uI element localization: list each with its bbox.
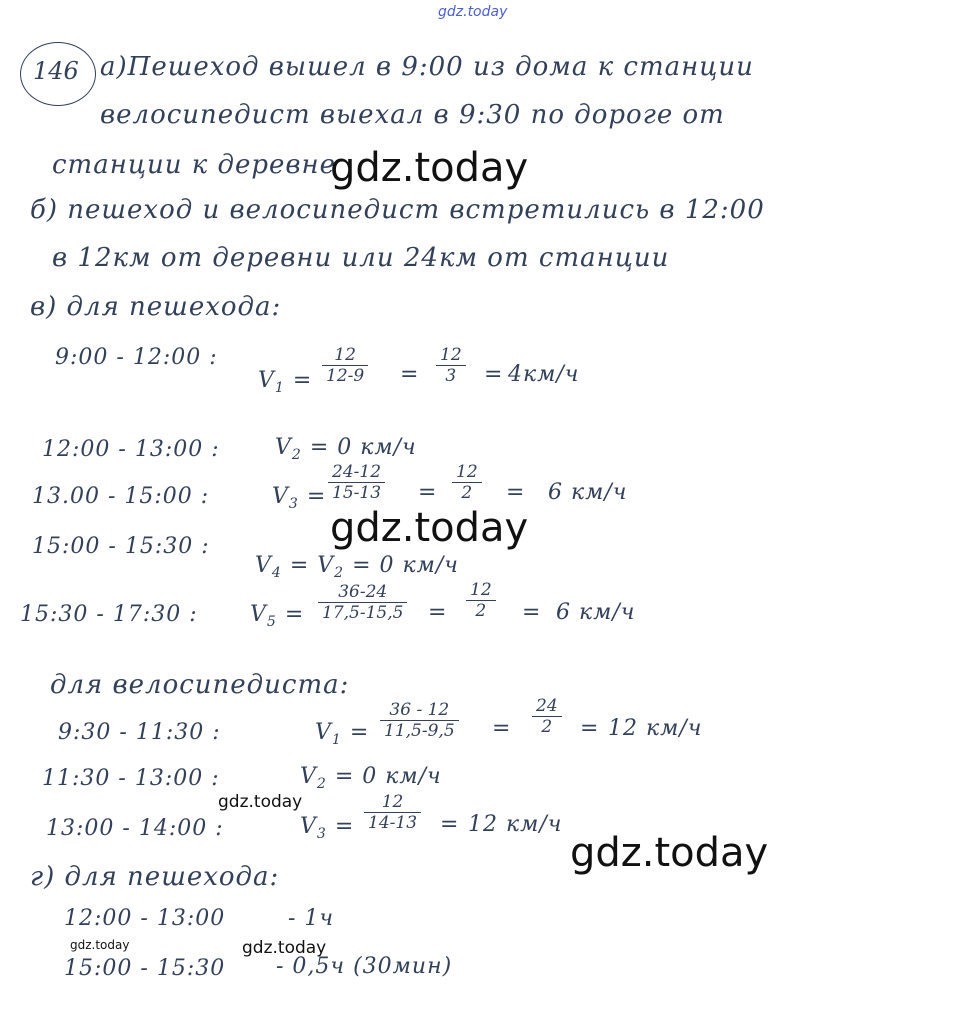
cyclist-row-1-var: $V_1$ = (315, 720, 370, 748)
pedestrian-row-4-time: 15:00 - 15:30 : (32, 534, 210, 559)
pedestrian-row-3-fraction-2: $\frac{12}{2}$ (452, 462, 482, 503)
pedestrian-row-5-fraction-2: $\frac{12}{2}$ (466, 580, 496, 621)
part-g-row-1-time: 12:00 - 13:00 (64, 906, 226, 931)
pedestrian-row-3-eq2: = (418, 480, 438, 505)
pedestrian-row-5-fraction-1: $\frac{36-24}{17,5-15,5}$ (318, 582, 407, 623)
pedestrian-row-5-result: 6 км/ч (556, 600, 636, 625)
watermark-small-1: gdz.today (218, 792, 303, 812)
part-g-row-2-value: - 0,5ч (30мин) (276, 954, 453, 979)
cyclist-row-3-result: 12 км/ч (468, 812, 563, 837)
problem-number-circle (20, 42, 96, 106)
cyclist-row-1-eq3: = (580, 716, 600, 741)
part-a-line-1: а)Пешеход вышел в 9:00 из дома к станции (100, 52, 754, 82)
problem-number: 146 (33, 57, 79, 85)
pedestrian-row-5-eq2: = (428, 600, 448, 625)
pedestrian-row-3-time: 13.00 - 15:00 : (32, 484, 210, 509)
cyclist-row-1-time: 9:30 - 11:30 : (58, 720, 221, 745)
watermark-tiny: gdz.today (70, 938, 130, 952)
cyclist-row-2-expression: $V_2 = 0$ км/ч (300, 764, 442, 792)
pedestrian-row-1-result: 4км/ч (508, 362, 580, 387)
pedestrian-row-2-expression: $V_2 = 0$ км/ч (275, 435, 417, 463)
pedestrian-row-1-time: 9:00 - 12:00 : (55, 345, 218, 370)
pedestrian-row-5-time: 15:30 - 17:30 : (20, 602, 198, 627)
pedestrian-row-1-fraction-1: $\frac{12}{12-9}$ (322, 345, 368, 386)
pedestrian-row-5-eq3: = (522, 600, 542, 625)
cyclist-heading: для велосипедиста: (50, 670, 350, 700)
part-b-line-2: в 12км от деревни или 24км от станции (52, 243, 670, 273)
cyclist-row-2-time: 11:30 - 13:00 : (42, 766, 220, 791)
part-a-line-2: велосипедист выехал в 9:30 по дороге от (100, 100, 725, 130)
pedestrian-row-1-fraction-2: $\frac{12}{3}$ (436, 345, 466, 386)
pedestrian-row-3-result: 6 км/ч (548, 480, 628, 505)
pedestrian-row-1-eq2: = (400, 362, 420, 387)
cyclist-row-3-fraction: $\frac{12}{14-13}$ (364, 792, 421, 833)
cyclist-row-1-result: 12 км/ч (608, 716, 703, 741)
part-g-row-1-value: - 1ч (288, 906, 335, 931)
pedestrian-row-3-eq3: = (506, 480, 526, 505)
cyclist-row-3-eq2: = (440, 812, 460, 837)
pedestrian-row-5-var: $V_5$ = (250, 602, 305, 630)
watermark-top: gdz.today (438, 4, 508, 20)
watermark-big-2: gdz.today (330, 505, 529, 551)
part-v-heading: в) для пешехода: (30, 292, 282, 322)
cyclist-row-1-eq2: = (492, 716, 512, 741)
part-a-line-3: станции к деревне (52, 150, 337, 180)
pedestrian-row-4-expression: $V_4 = V_2 = 0$ км/ч (255, 553, 459, 581)
part-g-row-2-time: 15:00 - 15:30 (64, 956, 226, 981)
cyclist-row-1-fraction-2: $\frac{24}{2}$ (532, 696, 562, 737)
part-g-heading: г) для пешехода: (30, 862, 280, 892)
pedestrian-row-1-eq3: = (484, 362, 504, 387)
pedestrian-row-3-var: $V_3$ = (272, 484, 327, 512)
cyclist-row-3-var: $V_3$ = (300, 814, 355, 842)
pedestrian-row-3-fraction-1: $\frac{24-12}{15-13}$ (328, 462, 385, 503)
pedestrian-row-2-time: 12:00 - 13:00 : (42, 437, 220, 462)
watermark-big-3: gdz.today (570, 830, 769, 876)
cyclist-row-3-time: 13:00 - 14:00 : (46, 816, 224, 841)
part-b-line-1: б) пешеход и велосипедист встретились в 12:00 (30, 195, 765, 225)
watermark-small-2: gdz.today (242, 938, 327, 958)
pedestrian-row-1-var: $V_1$ = (258, 368, 313, 396)
cyclist-row-1-fraction-1: $\frac{36 - 12}{11,5-9,5}$ (380, 700, 459, 741)
watermark-big-1: gdz.today (330, 145, 529, 191)
